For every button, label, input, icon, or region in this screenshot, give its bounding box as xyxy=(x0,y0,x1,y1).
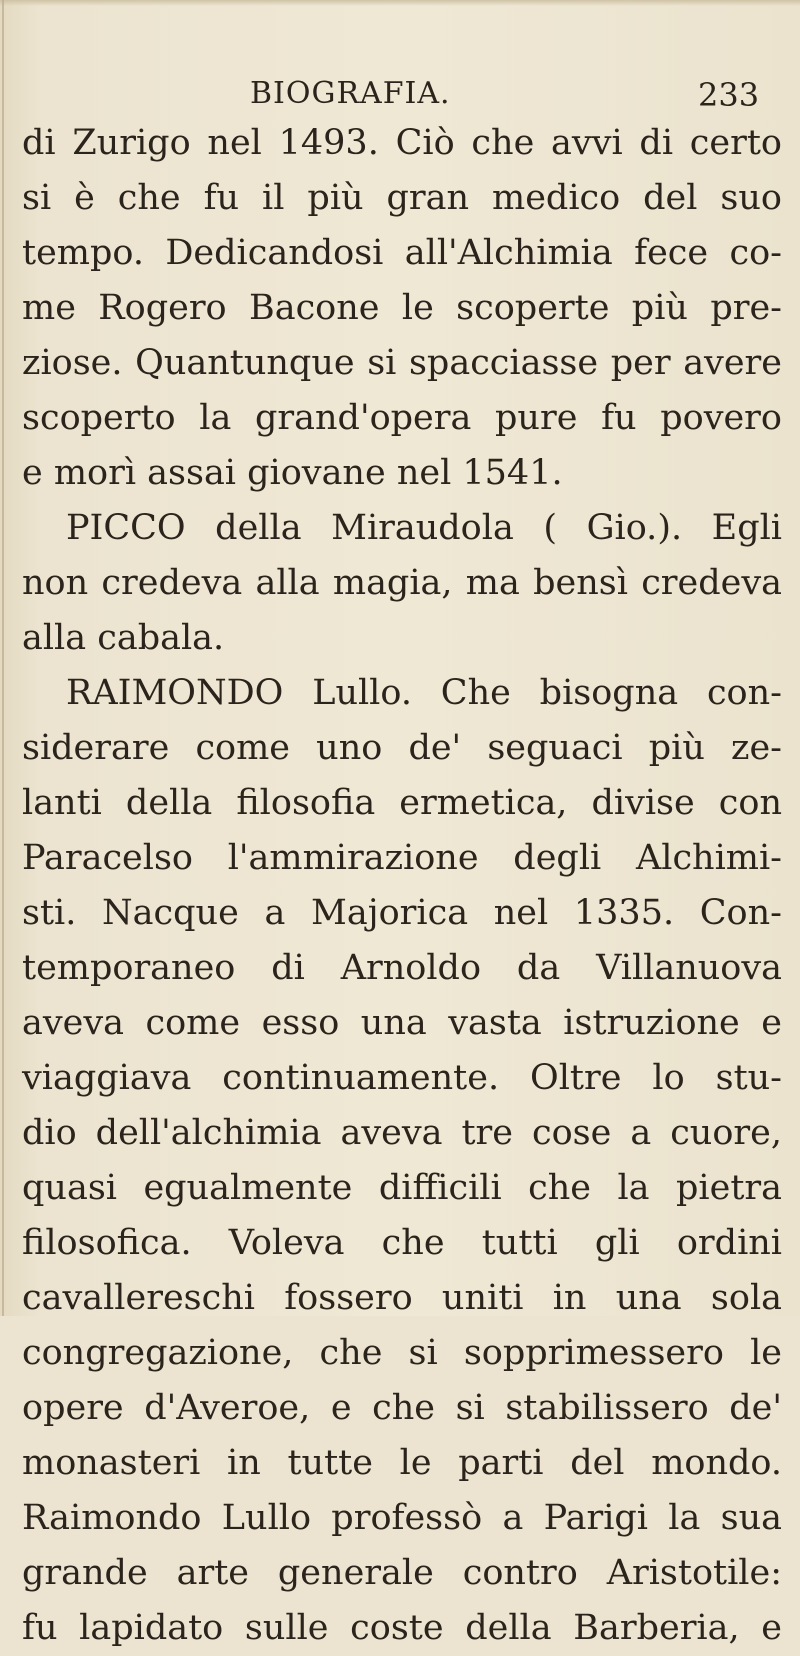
text-line: filosofica. Voleva che tutti gli ordini xyxy=(22,1223,782,1263)
text-line: Raimondo Lullo professò a Parigi la sua xyxy=(22,1498,782,1538)
text-line: siderare come uno de' seguaci più ze- xyxy=(22,728,782,768)
text-line: si è che fu il più gran medico del suo xyxy=(22,178,782,218)
text-line: aveva come esso una vasta istruzione e xyxy=(22,1003,782,1043)
text-line: viaggiava continuamente. Oltre lo stu- xyxy=(22,1058,782,1098)
text-line: non credeva alla magia, ma bensì credeva xyxy=(22,563,782,603)
text-line: scoperto la grand'opera pure fu povero xyxy=(22,398,782,438)
body-text xyxy=(22,116,782,1656)
text-line: congregazione, che si sopprimessero le xyxy=(22,1333,782,1373)
text-line: quasi egualmente difficili che la pietra xyxy=(22,1168,782,1208)
text-line: monasteri in tutte le parti del mondo. xyxy=(22,1443,782,1483)
text-line: lanti della filosofia ermetica, divise con xyxy=(22,783,782,823)
text-line: dio dell'alchimia aveva tre cose a cuore, xyxy=(22,1113,782,1153)
text-line: me Rogero Bacone le scoperte più pre- xyxy=(22,288,782,328)
page-number: 233 xyxy=(698,76,760,114)
entry-heading-line: RAIMONDO Lullo. Che bisogna con- xyxy=(66,673,782,713)
text-line: tempo. Dedicandosi all'Alchimia fece co- xyxy=(22,233,782,273)
text-line: sti. Nacque a Majorica nel 1335. Con- xyxy=(22,893,782,933)
entry-heading-line: PICCO della Miraudola ( Gio.). Egli xyxy=(66,508,782,548)
text-line: Paracelso l'ammirazione degli Alchimi- xyxy=(22,838,782,878)
text-line: opere d'Averoe, e che si stabilissero de' xyxy=(22,1388,782,1428)
text-line: di Zurigo nel 1493. Ciò che avvi di certo xyxy=(22,123,782,163)
text-line: fu lapidato sulle coste della Barberia, e xyxy=(22,1608,782,1648)
page-header xyxy=(0,76,800,116)
text-line: temporaneo di Arnoldo da Villanuova xyxy=(22,948,782,988)
text-line: cavallereschi fossero uniti in una sola xyxy=(22,1278,782,1318)
text-line: e morì assai giovane nel 1541. xyxy=(22,453,563,493)
page-left-edge xyxy=(2,0,4,1316)
text-line: alla cabala. xyxy=(22,618,225,658)
running-head: BIOGRAFIA. xyxy=(250,76,451,111)
page-top-shadow xyxy=(0,0,800,6)
text-line: grande arte generale contro Aristotile: xyxy=(22,1553,782,1593)
text-line: ziose. Quantunque si spacciasse per avere xyxy=(22,343,782,383)
